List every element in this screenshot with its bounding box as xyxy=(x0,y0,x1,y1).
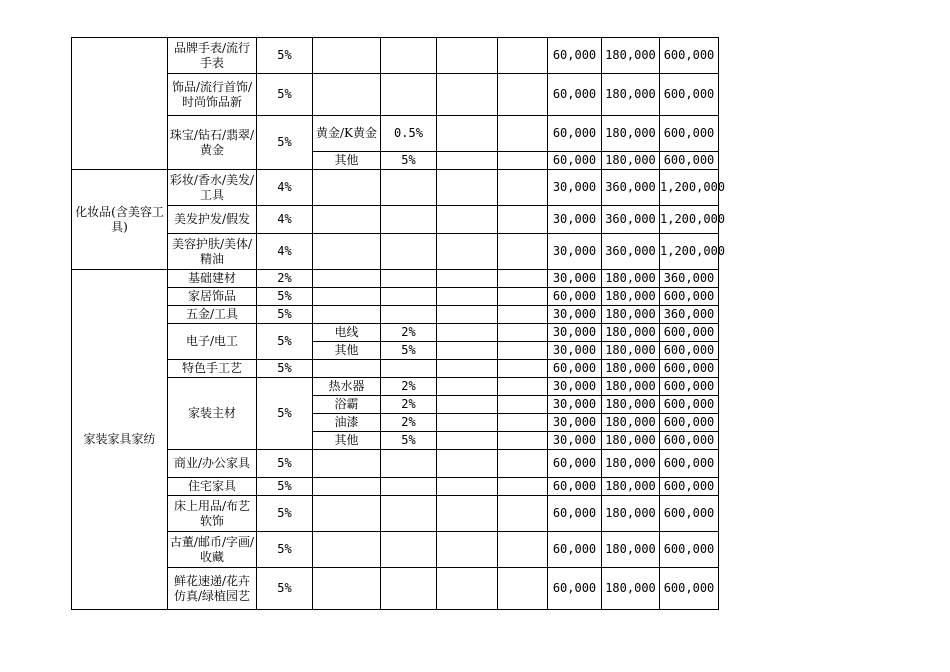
sub-item-cell xyxy=(313,306,381,324)
table-row xyxy=(72,270,719,288)
amount-cell-1: 30,000 xyxy=(548,324,602,342)
amount-cell-1: 30,000 xyxy=(548,270,602,288)
amount-cell-1: 30,000 xyxy=(548,234,602,270)
sub-rate-cell xyxy=(381,568,437,610)
sub-item-cell xyxy=(313,532,381,568)
category-cell xyxy=(72,38,168,170)
rate-cell: 4% xyxy=(257,234,313,270)
subcategory-cell: 五金/工具 xyxy=(168,306,257,324)
empty-cell xyxy=(437,432,498,450)
rate-cell: 5% xyxy=(257,116,313,170)
sub-item-cell: 电线 xyxy=(313,324,381,342)
amount-cell-1: 60,000 xyxy=(548,532,602,568)
amount-cell-2: 360,000 xyxy=(602,206,660,234)
amount-cell-2: 180,000 xyxy=(602,414,660,432)
sub-rate-cell xyxy=(381,206,437,234)
rate-cell: 5% xyxy=(257,478,313,496)
subcategory-cell: 家装主材 xyxy=(168,378,257,450)
rate-cell: 2% xyxy=(257,270,313,288)
amount-cell-3: 600,000 xyxy=(660,378,719,396)
table-row xyxy=(72,234,719,270)
subcategory-cell: 古董/邮币/字画/收藏 xyxy=(168,532,257,568)
sub-item-cell xyxy=(313,496,381,532)
subcategory-cell: 珠宝/钻石/翡翠/黄金 xyxy=(168,116,257,170)
sub-rate-cell: 5% xyxy=(381,432,437,450)
empty-cell xyxy=(437,152,498,170)
rate-cell: 5% xyxy=(257,360,313,378)
empty-cell xyxy=(437,342,498,360)
amount-cell-3: 1,200,000 xyxy=(660,170,719,206)
sub-rate-cell xyxy=(381,532,437,568)
amount-cell-3: 1,200,000 xyxy=(660,234,719,270)
empty-cell xyxy=(437,568,498,610)
amount-cell-1: 60,000 xyxy=(548,38,602,74)
empty-cell xyxy=(437,288,498,306)
amount-cell-3: 600,000 xyxy=(660,38,719,74)
empty-cell xyxy=(437,306,498,324)
amount-cell-2: 180,000 xyxy=(602,74,660,116)
amount-cell-3: 360,000 xyxy=(660,270,719,288)
sub-rate-cell: 2% xyxy=(381,396,437,414)
rate-cell: 5% xyxy=(257,568,313,610)
amount-cell-1: 30,000 xyxy=(548,414,602,432)
sub-rate-cell xyxy=(381,270,437,288)
amount-cell-3: 600,000 xyxy=(660,360,719,378)
empty-cell xyxy=(498,270,548,288)
sub-item-cell xyxy=(313,206,381,234)
amount-cell-2: 180,000 xyxy=(602,450,660,478)
rate-cell: 5% xyxy=(257,378,313,450)
empty-cell xyxy=(437,414,498,432)
amount-cell-2: 180,000 xyxy=(602,324,660,342)
table-row xyxy=(72,306,719,324)
subcategory-cell: 电子/电工 xyxy=(168,324,257,360)
amount-cell-3: 600,000 xyxy=(660,152,719,170)
amount-cell-1: 60,000 xyxy=(548,450,602,478)
empty-cell xyxy=(498,496,548,532)
amount-cell-2: 180,000 xyxy=(602,478,660,496)
sub-item-cell: 其他 xyxy=(313,432,381,450)
sub-rate-cell xyxy=(381,478,437,496)
sub-item-cell: 油漆 xyxy=(313,414,381,432)
sub-item-cell xyxy=(313,74,381,116)
sub-rate-cell: 5% xyxy=(381,342,437,360)
sub-rate-cell: 2% xyxy=(381,414,437,432)
amount-cell-1: 30,000 xyxy=(548,378,602,396)
empty-cell xyxy=(498,234,548,270)
amount-cell-3: 600,000 xyxy=(660,432,719,450)
amount-cell-2: 180,000 xyxy=(602,496,660,532)
subcategory-cell: 家居饰品 xyxy=(168,288,257,306)
category-cell: 化妆品(含美容工具) xyxy=(72,170,168,270)
table-row xyxy=(72,568,719,610)
amount-cell-3: 360,000 xyxy=(660,306,719,324)
rate-cell: 5% xyxy=(257,38,313,74)
sub-rate-cell xyxy=(381,306,437,324)
rate-cell: 4% xyxy=(257,170,313,206)
table-row xyxy=(72,116,719,152)
amount-cell-2: 180,000 xyxy=(602,378,660,396)
table-row xyxy=(72,478,719,496)
subcategory-cell: 鲜花速递/花卉仿真/绿植园艺 xyxy=(168,568,257,610)
sub-item-cell xyxy=(313,360,381,378)
amount-cell-1: 30,000 xyxy=(548,306,602,324)
table-row xyxy=(72,206,719,234)
amount-cell-2: 180,000 xyxy=(602,288,660,306)
empty-cell xyxy=(498,170,548,206)
category-cell: 家装家具家纺 xyxy=(72,270,168,610)
empty-cell xyxy=(498,152,548,170)
empty-cell xyxy=(498,432,548,450)
sub-rate-cell xyxy=(381,74,437,116)
amount-cell-2: 180,000 xyxy=(602,532,660,568)
sub-item-cell xyxy=(313,450,381,478)
rate-cell: 5% xyxy=(257,74,313,116)
empty-cell xyxy=(437,116,498,152)
amount-cell-1: 60,000 xyxy=(548,74,602,116)
empty-cell xyxy=(498,378,548,396)
sub-item-cell: 其他 xyxy=(313,342,381,360)
empty-cell xyxy=(498,342,548,360)
sub-item-cell: 浴霸 xyxy=(313,396,381,414)
empty-cell xyxy=(437,324,498,342)
sub-item-cell xyxy=(313,170,381,206)
empty-cell xyxy=(498,206,548,234)
amount-cell-1: 30,000 xyxy=(548,342,602,360)
subcategory-cell: 基础建材 xyxy=(168,270,257,288)
amount-cell-3: 1,200,000 xyxy=(660,206,719,234)
empty-cell xyxy=(437,396,498,414)
sub-rate-cell: 0.5% xyxy=(381,116,437,152)
sub-item-cell: 其他 xyxy=(313,152,381,170)
subcategory-cell: 床上用品/布艺软饰 xyxy=(168,496,257,532)
amount-cell-2: 180,000 xyxy=(602,568,660,610)
empty-cell xyxy=(498,306,548,324)
empty-cell xyxy=(498,414,548,432)
amount-cell-2: 180,000 xyxy=(602,306,660,324)
empty-cell xyxy=(437,532,498,568)
amount-cell-3: 600,000 xyxy=(660,568,719,610)
empty-cell xyxy=(498,74,548,116)
empty-cell xyxy=(437,270,498,288)
table-row xyxy=(72,450,719,478)
empty-cell xyxy=(437,496,498,532)
amount-cell-2: 180,000 xyxy=(602,360,660,378)
empty-cell xyxy=(437,170,498,206)
amount-cell-3: 600,000 xyxy=(660,342,719,360)
sub-rate-cell xyxy=(381,288,437,306)
table-row xyxy=(72,74,719,116)
amount-cell-3: 600,000 xyxy=(660,450,719,478)
amount-cell-1: 30,000 xyxy=(548,432,602,450)
empty-cell xyxy=(437,74,498,116)
amount-cell-2: 180,000 xyxy=(602,342,660,360)
amount-cell-1: 60,000 xyxy=(548,116,602,152)
amount-cell-3: 600,000 xyxy=(660,478,719,496)
amount-cell-3: 600,000 xyxy=(660,396,719,414)
amount-cell-2: 180,000 xyxy=(602,396,660,414)
subcategory-cell: 品牌手表/流行手表 xyxy=(168,38,257,74)
amount-cell-2: 180,000 xyxy=(602,116,660,152)
sub-rate-cell xyxy=(381,496,437,532)
sub-rate-cell: 5% xyxy=(381,152,437,170)
sub-item-cell xyxy=(313,478,381,496)
rate-cell: 5% xyxy=(257,324,313,360)
sub-item-cell: 黄金/K黄金 xyxy=(313,116,381,152)
amount-cell-2: 180,000 xyxy=(602,152,660,170)
amount-cell-3: 600,000 xyxy=(660,496,719,532)
empty-cell xyxy=(498,38,548,74)
empty-cell xyxy=(498,324,548,342)
amount-cell-1: 30,000 xyxy=(548,170,602,206)
empty-cell xyxy=(437,38,498,74)
amount-cell-2: 180,000 xyxy=(602,38,660,74)
subcategory-cell: 特色手工艺 xyxy=(168,360,257,378)
sub-rate-cell xyxy=(381,234,437,270)
empty-cell xyxy=(498,450,548,478)
sub-item-cell xyxy=(313,568,381,610)
subcategory-cell: 饰品/流行首饰/时尚饰品新 xyxy=(168,74,257,116)
empty-cell xyxy=(498,288,548,306)
empty-cell xyxy=(437,478,498,496)
amount-cell-1: 60,000 xyxy=(548,152,602,170)
amount-cell-2: 360,000 xyxy=(602,170,660,206)
sub-rate-cell: 2% xyxy=(381,324,437,342)
sub-item-cell: 热水器 xyxy=(313,378,381,396)
amount-cell-1: 60,000 xyxy=(548,478,602,496)
table-row xyxy=(72,38,719,74)
empty-cell xyxy=(437,206,498,234)
empty-cell xyxy=(437,378,498,396)
table-row xyxy=(72,496,719,532)
rate-cell: 5% xyxy=(257,532,313,568)
subcategory-cell: 彩妆/香水/美发/工具 xyxy=(168,170,257,206)
sub-item-cell xyxy=(313,38,381,74)
rate-cell: 5% xyxy=(257,288,313,306)
sub-item-cell xyxy=(313,270,381,288)
amount-cell-1: 60,000 xyxy=(548,360,602,378)
sub-rate-cell xyxy=(381,450,437,478)
amount-cell-2: 360,000 xyxy=(602,234,660,270)
empty-cell xyxy=(498,532,548,568)
table-row xyxy=(72,170,719,206)
fee-table xyxy=(71,37,726,610)
empty-cell xyxy=(498,478,548,496)
empty-cell xyxy=(437,450,498,478)
subcategory-cell: 美发护发/假发 xyxy=(168,206,257,234)
table-row xyxy=(72,288,719,306)
rate-cell: 5% xyxy=(257,496,313,532)
subcategory-cell: 美容护肤/美体/精油 xyxy=(168,234,257,270)
empty-cell xyxy=(498,116,548,152)
sub-rate-cell xyxy=(381,38,437,74)
amount-cell-3: 600,000 xyxy=(660,414,719,432)
amount-cell-3: 600,000 xyxy=(660,116,719,152)
sub-rate-cell xyxy=(381,360,437,378)
sub-item-cell xyxy=(313,234,381,270)
amount-cell-1: 60,000 xyxy=(548,496,602,532)
amount-cell-2: 180,000 xyxy=(602,432,660,450)
amount-cell-1: 60,000 xyxy=(548,288,602,306)
table-row xyxy=(72,360,719,378)
rate-cell: 5% xyxy=(257,450,313,478)
table-row xyxy=(72,532,719,568)
amount-cell-1: 30,000 xyxy=(548,206,602,234)
empty-cell xyxy=(437,234,498,270)
amount-cell-1: 30,000 xyxy=(548,396,602,414)
sub-rate-cell: 2% xyxy=(381,378,437,396)
amount-cell-3: 600,000 xyxy=(660,288,719,306)
amount-cell-1: 60,000 xyxy=(548,568,602,610)
empty-cell xyxy=(498,568,548,610)
empty-cell xyxy=(498,396,548,414)
rate-cell: 5% xyxy=(257,306,313,324)
amount-cell-3: 600,000 xyxy=(660,532,719,568)
sub-rate-cell xyxy=(381,170,437,206)
sub-item-cell xyxy=(313,288,381,306)
rate-cell: 4% xyxy=(257,206,313,234)
empty-cell xyxy=(437,360,498,378)
empty-cell xyxy=(498,360,548,378)
table-row xyxy=(72,324,719,342)
amount-cell-2: 180,000 xyxy=(602,270,660,288)
table-row xyxy=(72,378,719,396)
amount-cell-3: 600,000 xyxy=(660,74,719,116)
subcategory-cell: 商业/办公家具 xyxy=(168,450,257,478)
subcategory-cell: 住宅家具 xyxy=(168,478,257,496)
amount-cell-3: 600,000 xyxy=(660,324,719,342)
